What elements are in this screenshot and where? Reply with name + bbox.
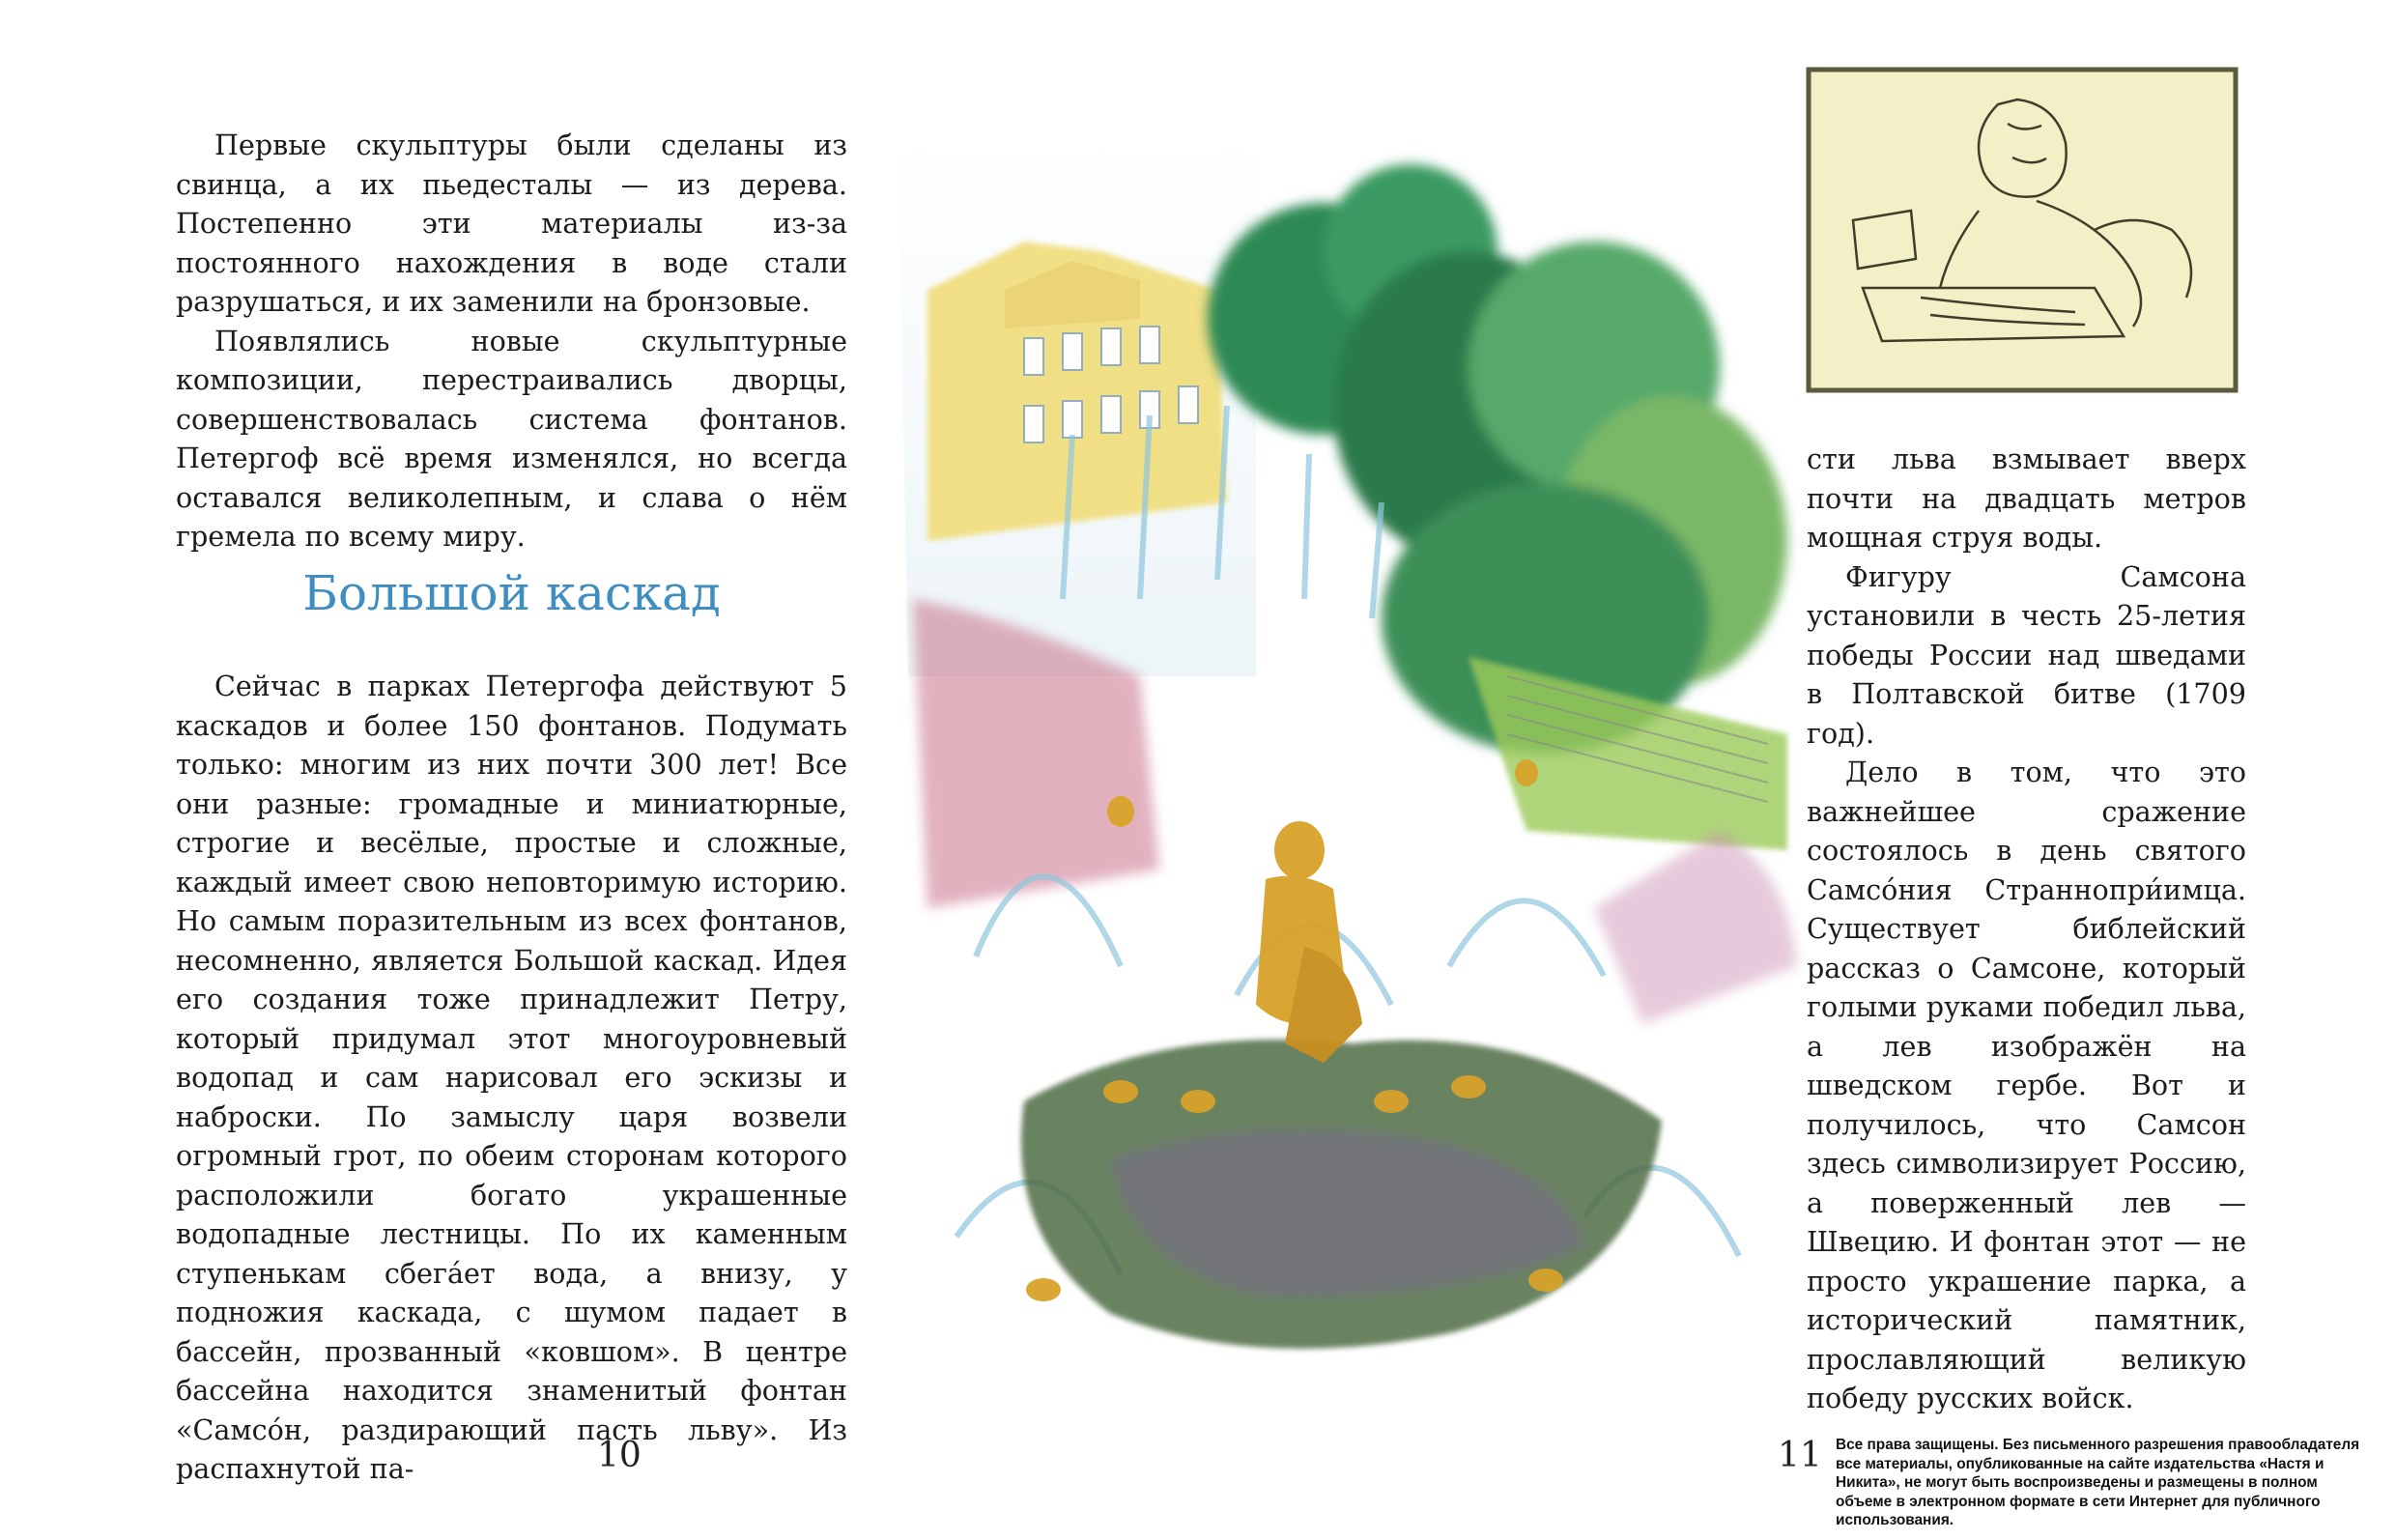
right-page-text [1807, 440, 2246, 1418]
paragraph: Появлялись новые скульптурные композиции, перестраивались дворцы, совершенствовалась система фонтанов. Петергоф всё время изменялся, но всегда оставался великолепным, и слава о нём гремела по всему миру. [176, 324, 847, 553]
left-page-main [176, 667, 847, 1489]
section-title: Большой каскад [302, 565, 721, 621]
paragraph: Фигуру Самсона установили в честь 25-летия победы России над шведами в Полтавской битве (1709 год). [1807, 559, 2246, 750]
copyright-notice: Все права защищены. Без письменного разрешения правообладателя все материалы, опубликованные на сайте издательства «Настя и Никита», не могут быть воспроизведены и размещены в полном объеме в электронном формате в сети Интернет для публичного использования. [1836, 1437, 2360, 1528]
peter-sketch-illustration [1805, 66, 2239, 394]
page-number-left: 10 [597, 1436, 642, 1475]
paragraph: сти льва взмывает вверх почти на двадцать метров мощная струя воды. [1807, 442, 2246, 554]
page-number-right: 11 [1778, 1436, 1822, 1475]
left-page-intro [176, 126, 847, 556]
paragraph: Первые скульптуры были сделаны из свинца, а их пьедесталы — из дерева. Постепенно эти материалы из-за постоянного нахождения в воде стали разрушаться, и их заменили на бронзовые. [176, 128, 847, 318]
paragraph: Дело в том, что это важнейшее сражение состоялось в день святого Самсо́ния Страннопри́имца. Существует библейский рассказ о Самсоне, который голыми руками победил льва, а лев изображён на шведском гербе. Вот и получилось, что Самсон здесь символизирует Россию, а поверженный лев — Швецию. И фонтан этот — не просто украшение парка, а исторический памятник, прославляющий великую победу русских войск. [1807, 756, 2246, 1414]
paragraph: Сейчас в парках Петергофа действуют 5 каскадов и более 150 фонтанов. Подумать только: многим из них почти 300 лет! Все они разные: громадные и миниатюрные, строгие и весёлые, простые и сложные, каждый имеет свою неповторимую историю. Но самым поразительным из всех фонтанов, несомненно, является Большой каскад. Идея его создания тоже принадлежит Петру, который придумал этот многоуровневый водопад и сам нарисовал его эскизы и наброски. По замыслу царя возвели огромный грот, по обеим сторонам которого расположили богато украшенные водопадные лестницы. По их каменным ступенькам сбега́ет вода, а внизу, у подножия каскада, с шумом падает в бассейн, прозванный «ковшом». В центре бассейна находится знаменитый фонтан «Самсо́н, раздирающий пасть льву». Из распахнутой па- [176, 670, 847, 1485]
